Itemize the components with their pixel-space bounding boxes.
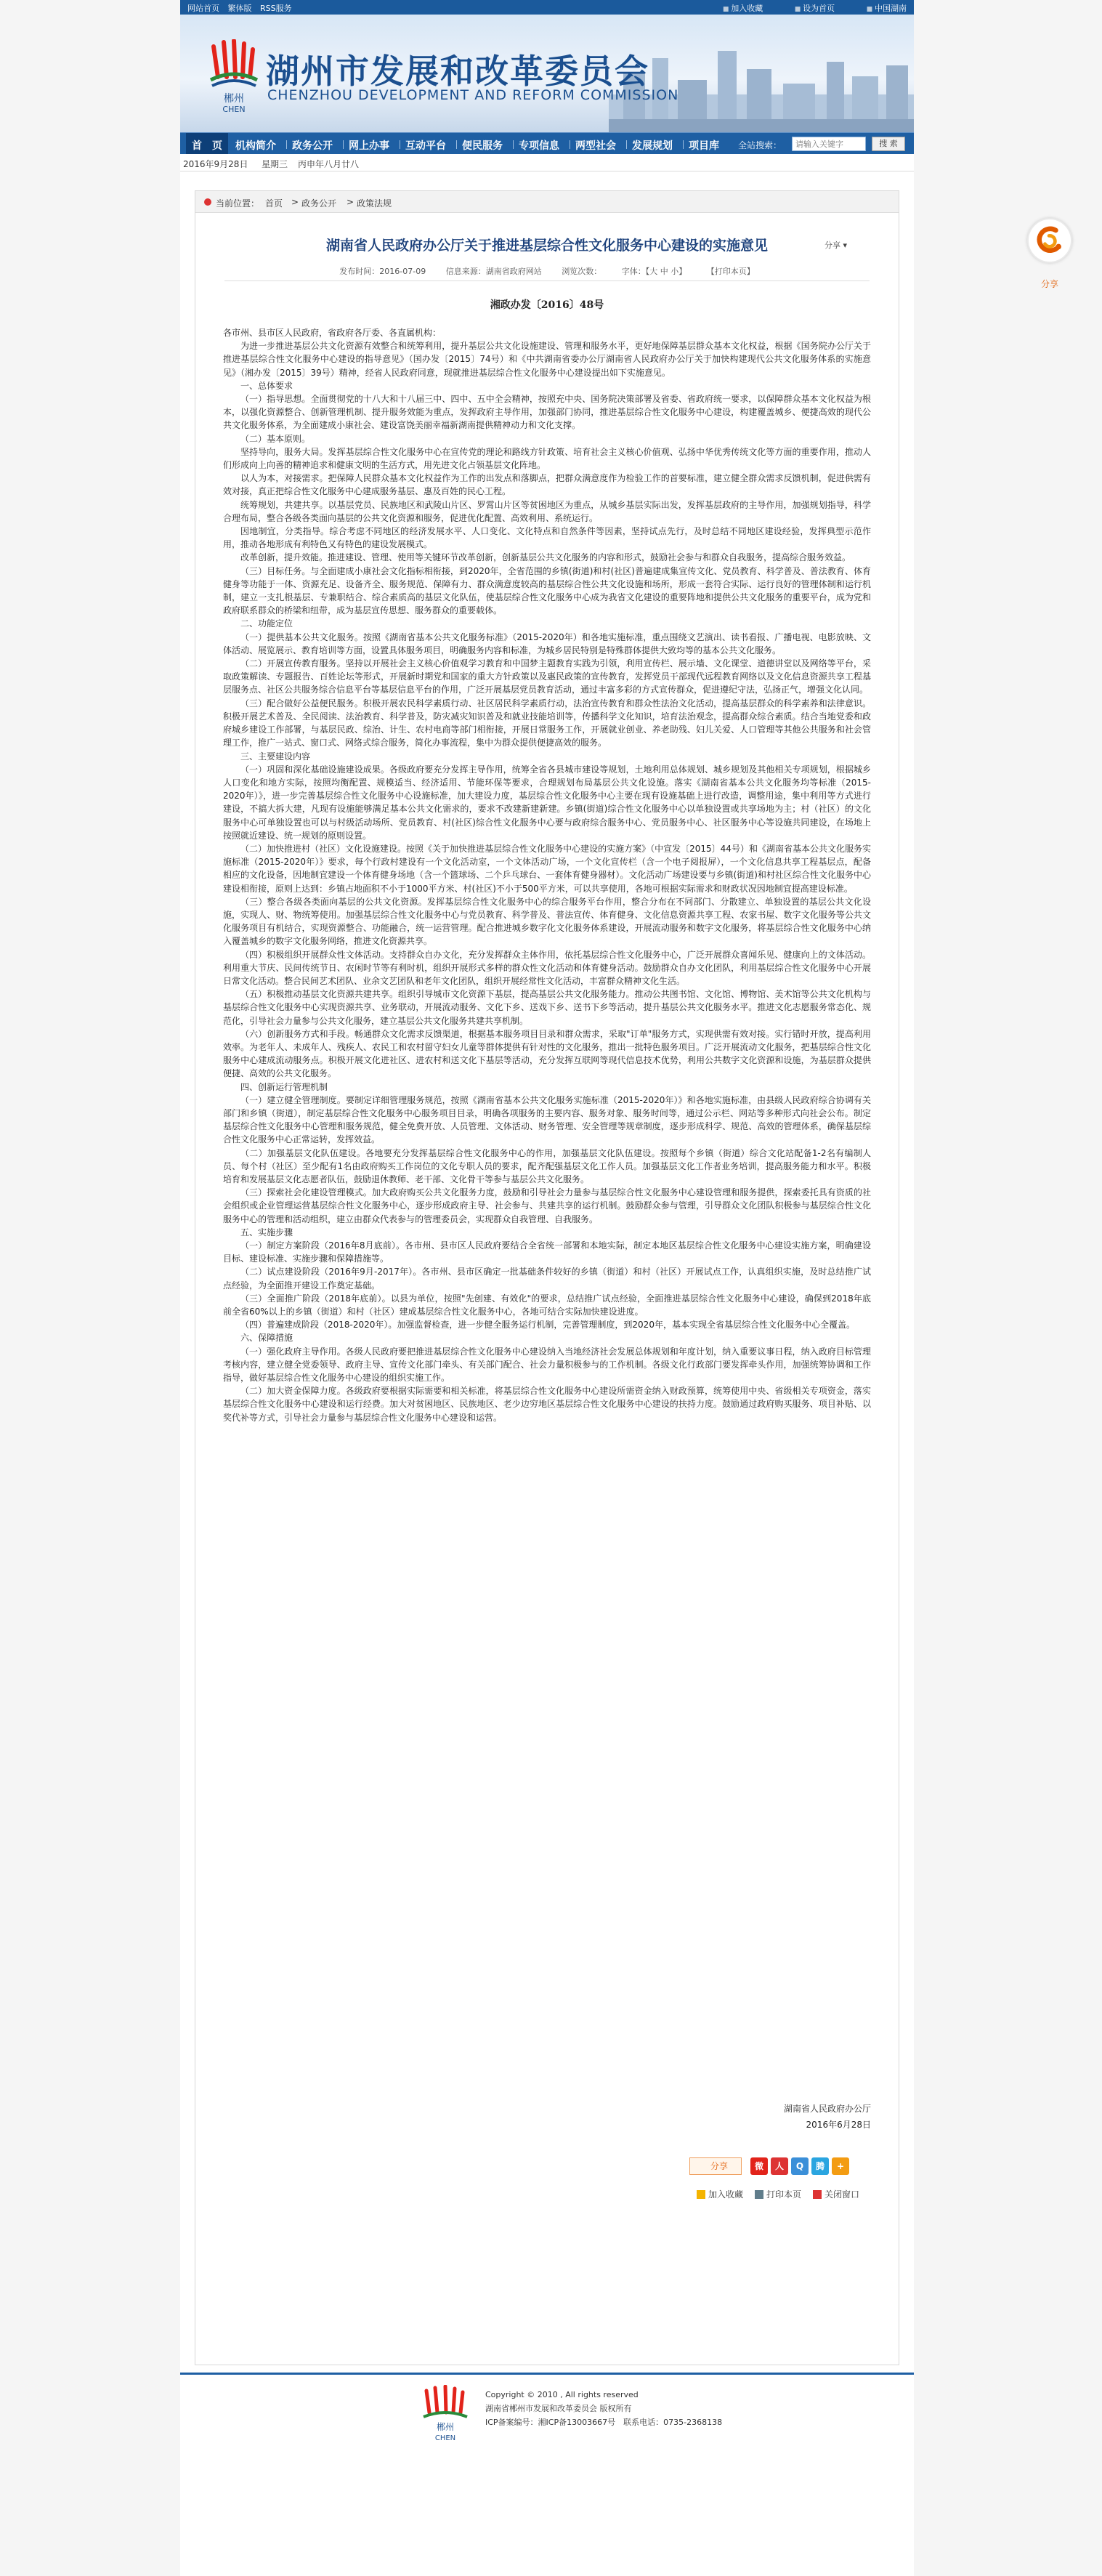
breadcrumb-home[interactable]: 首页: [265, 198, 283, 209]
org-name-cn: 湖州市发展和改革委员会: [266, 52, 649, 91]
paragraph: 以人为本，对接需求。把保障人民群众基本文化权益作为工作的出发点和落脚点，把群众满意度作为检验工作的首要标准，建立健全群众需求反馈机制，促进供需有效对接，真正把综合性文化服务中心建成服务基层、惠及百姓的民心工程。: [223, 473, 871, 497]
logo-text-en: CHEN: [222, 105, 246, 114]
breadcrumb: [195, 191, 899, 213]
paragraph: （五）积极推动基层文化资源共建共享。组织引导城市文化资源下基层，提高基层公共文化服务能力。推动公共图书馆、文化馆、博物馆、美术馆等公共文化机构与基层综合性文化服务中心实现资源共享、业务联动，开展流动服务、文化下乡、送戏下乡、送书下乡等活动，提升基层公共文化服务水平。推进文化志愿服务常态化、规范化，引导社会力量参与公共文化服务，建立基层公共文化服务共建共享机制。: [223, 989, 871, 1026]
util-link-set-home[interactable]: ■ 设为首页: [795, 4, 835, 13]
paragraph: （一）巩固和深化基础设施建设成果。各级政府要充分发挥主导作用，统筹全省各县城市建设等规划，土地利用总体规划、城乡规划及其他相关专项规划，根据城乡人口变化和地方实际，按照均衡配置、规模适当、经济适用、节能环保等要求，合理规划布局基层公共文化设施。落实《湖南省基本公共文化服务均等标准（2015-2020年）》，进一步完善基层综合性文化服务中心设施标准，加大建设力度，基层综合性文化服务中心主要在现有设施基础上进行改造，调整用途，集中利用等方式进行建设，不搞大拆大建，凡现有设施能够满足基本公共文化需求的，要求不改建新建新建。乡镇(街道)综合性文化服务中心以单独设置或共享场地为主；村（社区）的文化服务中心可单独设置也可以与村级活动场所、党员教育、村(社区)综合性文化服务中心要与政府综合服务中心、党员服务中心、社区服务中心等设施共同建设，在场地上按照就近建设、统一规划的原则设置。: [223, 764, 871, 841]
publish-date: 发布时间：2016-07-09: [339, 267, 426, 276]
paragraph: （二）开展宣传教育服务。坚持以开展社会主义核心价值观学习教育和中国梦主题教育实践为引领，利用宣传栏、展示墙、文化课堂、道德讲堂以及网络等平台，采取政策解读、专题报告、百姓论坛等形式，开展新时期党和国家的重大方针政策以及惠民政策的宣传教育，发挥党员干部现代远程教育网络以及文化信息资源共享工程基层服务点、社区公共服务综合信息平台等基层信息平台的作用，广泛开展基层党员教育活动，通过丰富多彩的方式宣传群众，促进遵纪守法，弘扬正气，增强文化认同。: [223, 658, 871, 695]
util-link-favorite[interactable]: ■ 加入收藏: [723, 4, 763, 13]
paragraph: 统筹规划，共建共享。以基层党员、民族地区和武陵山片区、罗霄山片区等贫困地区为重点，从城乡基层实际出发，发挥基层政府的主导作用，加强规划指导，科学合理布局，整合各级各类面向基层的公共文化资源和服务，促进优化配置、高效利用、系统运行。: [223, 499, 871, 523]
paragraph: （三）探索社会化建设管理模式。加大政府购买公共文化服务力度，鼓励和引导社会力量参与基层综合性文化服务中心建设管理和服务提供，探索委托具有资质的社会组织或企业管理运营基层综合性文化服务中心，逐步形成政府主导、社会参与、共建共享的运行机制。鼓励群众参与管理，引导群众文化团队积极参与基层综合性文化服务中心的管理和活动组织，建立由群众代表参与的管理委员会，实现群众自我管理、自我服务。: [223, 1187, 871, 1224]
paragraph: 为进一步推进基层公共文化资源有效整合和统筹利用，提升基层公共文化设施建设、管理和服务水平，更好地保障基层群众基本文化权益，根据《国务院办公厅关于推进基层综合性文化服务中心建设的指导意见》（国办发〔2015〕74号）和《中共湖南省委办公厅湖南省人民政府办公厅关于加快构建现代公共文化服务体系的实施意见》（湘办发〔2015〕39号）精神，经省人民政府同意，现就推进基层综合性文化服务中心建设提出如下实施意见。: [223, 341, 871, 378]
article-title: 湖南省人民政府办公厅关于推进基层综合性文化服务中心建设的实施意见: [325, 238, 768, 254]
article-tools: [689, 2152, 878, 2210]
article-panel: [195, 190, 899, 2365]
utility-bar: [180, 0, 914, 15]
nav-convenience[interactable]: 便民服务: [462, 140, 503, 152]
nav-home[interactable]: 首 页: [186, 133, 228, 154]
font-size-control[interactable]: 字体：【大 中 小】: [621, 267, 687, 276]
share-circle: [1027, 218, 1072, 263]
add-favorite-label: 加入收藏: [708, 2189, 744, 2200]
lunar-date: 丙申年八月廿八: [298, 159, 360, 169]
nav-separator: [286, 140, 287, 149]
search-label: 全站搜索：: [738, 140, 782, 150]
contact-phone: 联系电话：0735-2368138: [623, 2418, 723, 2427]
nav-separator: [513, 140, 514, 149]
info-source: 信息来源：湖南省政府网站: [445, 267, 542, 276]
breadcrumb-policy[interactable]: 政策法规: [357, 198, 392, 209]
search-input[interactable]: [792, 137, 866, 151]
paragraph: （三）目标任务。与全面建成小康社会文化指标相衔接，到2020年，全省范围的乡镇(街道)和村(社区)普遍建成集宣传文化、党员教育、科学普及、普法教育、体育健身等功能于一体、资源充足、设备齐全、服务规范、保障有力、群众满意度较高的基层综合性公共文化设施和场所，形成一套符合实际、运行良好的管理体制和运行机制，建立一支扎根基层、专兼职结合、综合素质高的基层文化队伍，使基层综合性文化服务中心成为我省文化建设的重要阵地和提供公共文化服务的重要平台，成为党和政府联系群众的桥梁和纽带，成为基层宣传思想、服务群众的重要载体。: [223, 565, 871, 616]
page: [180, 0, 914, 2576]
close-icon: [813, 2190, 822, 2199]
paragraph: 三、主要建设内容: [240, 751, 311, 762]
paragraph: （一）指导思想。全面贯彻党的十八大和十八届三中、四中、五中全会精神，按照充中央、国务院决策部署及省委、省政府统一要求，以保障群众基本文化权益为根本，以强化资源整合、创新管理机制、提升服务效能为重点，发挥政府主导作用，加强部门协同，推进基层综合性文化服务中心建设，构建覆盖城乡、便捷高效的现代公共文化服务体系，为全面建成小康社会、建设富饶美丽幸福新湖南提供精神动力和文化支撑。: [223, 394, 871, 431]
article-body: [223, 326, 871, 1424]
footer-logo-text: 郴州: [436, 2422, 455, 2432]
site-logo: [208, 39, 260, 115]
view-count: 浏览次数：: [562, 267, 602, 276]
paragraph: （一）提供基本公共文化服务。按照《湖南省基本公共文化服务标准》（2015-2020年）和各地实施标准，重点围绕文艺演出、读书看报、广播电视、电影放映、文体活动、展览展示、教育培训等方面，设置具体服务项目，明确服务内容和标准，为城乡居民特别是特殊群体提供大致均等的基本公共文化服务。: [223, 631, 871, 655]
current-date: 2016年9月28日: [183, 159, 248, 169]
paragraph: （一）建立健全管理制度。要制定详细管理服务规范，按照《湖南省基本公共文化服务实施标准（2015-2020年）》和各地实施标准，由县级人民政府综合协调有关部门和乡镇（街道），制定基层综合性文化服务中心服务项目目录，明确各项服务的主要内容、服务对象、服务时间等，通过公示栏、网站等多种形式向社会公布。制定基层综合性文化服务中心管理和服务规范，健全免费开放、人员管理、文体活动、财务管理、安全管理等规章制度，逐步形成科学、规范、高效的管理体系，确保基层综合性文化服务中心正常运转，发挥效益。: [223, 1094, 871, 1145]
signature-block: [631, 2101, 871, 2133]
footer-info: [485, 2388, 722, 2429]
current-weekday: 星期三: [262, 159, 288, 169]
nav-two-type-society[interactable]: 两型社会: [575, 140, 616, 152]
signature-org: 湖南省人民政府办公厅: [783, 2104, 871, 2114]
search-button[interactable]: 搜 索: [872, 137, 905, 151]
tencent-weibo-icon[interactable]: 腾: [811, 2157, 829, 2175]
copyright: Copyright © 2010 , All rights reserved: [485, 2390, 639, 2399]
paragraph: 五、实施步骤: [240, 1227, 293, 1237]
floating-share-widget[interactable]: [1024, 218, 1075, 291]
paragraph: （二）加强基层文化队伍建设。各地要充分发挥基层综合性文化服务中心的作用，加强基层文化队伍建设。按照每个乡镇（街道）综合文化站配备1-2名有编制人员、每个村（社区）至少配有1名由政府购买工作岗位的文化专职人员的要求，配齐配强基层文化工作人员。加强基层文化工作者业务培训，提高服务能力和水平。积极培育和发展基层文化志愿者队伍，鼓励退休教师、老干部、文化骨干等参与基层公共文化服务。: [223, 1147, 871, 1184]
paragraph: （二）试点建设阶段（2016年9月-2017年）。各市州、县市区确定一批基础条件较好的乡镇（街道）和村（社区）开展试点工作，认真组织实施，及时总结推广试点经验，为全面推开建设工作奠定基础。: [223, 1267, 871, 1291]
more-share-icon[interactable]: +: [832, 2157, 849, 2175]
nav-gov-affairs[interactable]: 政务公开: [292, 140, 333, 152]
util-link-home[interactable]: 网站首页: [187, 4, 219, 13]
paragraph: 一、总体要求: [240, 380, 293, 391]
site-footer: [180, 2373, 914, 2445]
share-label: 分享: [710, 2161, 729, 2171]
paragraph: 因地制宜，分类指导。综合考虑不同地区的经济发展水平、人口变化、文化特点和自然条件等因素，坚持试点先行，及时总结不同地区建设经验，发挥典型示范作用，推动各地形成有利特色又有特色的建设发展模式。: [223, 526, 871, 550]
nav-planning[interactable]: 发展规划: [632, 140, 673, 152]
addressee: 各市州、县市区人民政府，省政府各厅委、各直属机构：: [223, 328, 442, 338]
signature-date: 2016年6月28日: [806, 2120, 871, 2130]
nav-online-service[interactable]: 网上办事: [349, 140, 389, 152]
nav-about[interactable]: 机构简介: [235, 140, 276, 152]
nav-interaction[interactable]: 互动平台: [405, 140, 446, 152]
paragraph: （三）整合各级各类面向基层的公共文化资源。发挥基层综合性文化服务中心的综合服务平台作用，整合分布在不同部门、分散建立、单独设置的基层公共文化设施，实现人、财、物统筹使用。加强基层综合性文化服务中心与党员教育、科学普及、普法宣传、体育健身、文化信息资源共享工程、农家书屋、数字文化服务等公共文化服务项目有机结合，实现资源整合、功能融合，统一运营管理。配合推进城乡数字化文化服务体系建设，开展流动服务和数字文化服务，将基层综合性文化服务中心纳入覆盖城乡的数字文化服务网络，推进文化资源共享。: [223, 896, 871, 947]
printer-icon: [755, 2190, 763, 2199]
nav-separator: [343, 140, 344, 149]
breadcrumb-sep: >: [291, 197, 299, 207]
date-bar: [180, 154, 914, 171]
paragraph: 二、功能定位: [240, 618, 293, 629]
document-number: 湘政办发〔2016〕48号: [490, 299, 604, 311]
location-icon: [204, 198, 211, 206]
breadcrumb-label: 当前位置：: [216, 198, 260, 209]
add-favorite-link[interactable]: [697, 2188, 743, 2200]
breadcrumb-gov-affairs[interactable]: 政务公开: [301, 198, 337, 209]
paragraph: （二）基本原则。: [240, 433, 311, 444]
paragraph: （三）全面推广阶段（2018年底前）。以县为单位，按照"先创建、有效化"的要求，总结推广试点经验，全面推进基层综合性文化服务中心建设，确保到2018年底前全省60%以上的乡镇（街道）和村（社区）建成基层综合性文化服务中心，各地可结合实际加快建设进度。: [223, 1293, 871, 1317]
nav-separator: [456, 140, 457, 149]
paragraph: （二）加大资金保障力度。各级政府要根据实际需要和相关标准，将基层综合性文化服务中心建设所需资金纳入财政预算，统筹使用中央、省级相关专项资金，落实基层综合性文化服务中心建设和运行经费。加大对贫困地区、民族地区、老少边穷地区基层综合性文化服务中心建设的扶持力度。鼓励通过政府购买服务、项目补贴、以奖代补等方式，引导社会力量参与基层综合性文化服务中心建设和运营。: [223, 1386, 871, 1423]
article-meta: [224, 265, 870, 281]
nav-projects[interactable]: 项目库: [689, 140, 719, 152]
footer-logo: [413, 2385, 478, 2443]
org-name-en: CHENZHOU DEVELOPMENT AND REFORM COMMISSION: [267, 87, 679, 103]
site-header: [180, 15, 914, 132]
print-page-label: 打印本页: [766, 2189, 802, 2200]
sponsor: 湖南省郴州市发展和改革委员会 版权所有: [485, 2404, 632, 2413]
nav-separator: [626, 140, 627, 149]
floating-share-label: 分享: [1040, 279, 1058, 289]
print-link[interactable]: 【打印本页】: [706, 267, 755, 276]
util-link-traditional[interactable]: 繁体版: [227, 4, 252, 13]
close-window-label: 关闭窗口: [825, 2189, 860, 2200]
util-link-rss[interactable]: RSS服务: [260, 4, 292, 13]
paragraph: （三）配合做好公益便民服务。积极开展农民科学素质行动、社区居民科学素质行动，法治宣传教育和群众性法治文化活动，提高基层群众的科学素养和法律意识。积极开展艺术普及、全民阅读、法治教育、科学普及，防灾减灾知识普及和就业技能培训等，传播科学文化知识，培育法治观念，提高群众综合素质。结合当地党委和政府城乡建设工作部署，与基层民政、综治、计生、农村电商等部门相衔接，开展日常服务工作，开展就业创业、养老助残、妇儿关爱、人口管理等其他公共服务和社会管理工作，推广一站式、窗口式、网络式综合服务，简化办事流程，集中为群众提供便捷高效的服务。: [223, 698, 871, 748]
share-button[interactable]: [689, 2157, 742, 2175]
nav-separator: [683, 140, 684, 149]
share-swirl-icon: [1029, 219, 1071, 262]
paragraph: 四、创新运行管理机制: [240, 1081, 328, 1092]
print-page-link[interactable]: [755, 2188, 801, 2200]
star-icon: [697, 2190, 705, 2199]
logo-text: 郴州: [224, 93, 244, 105]
title-share-button[interactable]: [825, 239, 847, 251]
paragraph: （二）加快推进村（社区）文化设施建设。按照《关于加快推进基层综合性文化服务中心建设的实施方案》（中宣发〔2015〕44号）和《湖南省基本公共文化服务实施标准（2015-2020年）》要求，每个行政村建设有一个文化活动室，一个文体活动广场，一个文化宣传栏（含一个电子阅报屏），一个文化信息共享工程基层点，配备相应的文化设备，因地制宜建设一个体育健身场地（含一个篮球场、二个乒乓球台、一套体育健身器材）。文化活动广场建设要与乡镇(街道)和村社区综合性文化服务中心建设相衔接，原则上达到：乡镇占地面积不小于1000平方米、村(社区)不小于500平方米，可以共享使用，各地可根据实际需求和财政状况因地制宜提高建设标准。: [223, 843, 871, 894]
paragraph: （一）强化政府主导作用。各级人民政府要把推进基层综合性文化服务中心建设纳入当地经济社会发展总体规划和年度计划，纳入重要议事日程，纳入政府目标管理考核内容，建立健全党委领导、政府主导、宣传文化部门牵头、有关部门配合、社会力量积极参与的工作机制。各级文化行政部门要发挥牵头作用，加强统筹协调和工作指导，做好基层综合性文化服务中心建设的组织实施工作。: [223, 1346, 871, 1384]
paragraph: （四）普遍建成阶段（2018-2020年）。加强监督检查，进一步健全服务运行机制，完善管理制度，到2020年，基本实现全省基层综合性文化服务中心全覆盖。: [240, 1320, 855, 1331]
icp-number: ICP备案编号：湘ICP备13003667号: [485, 2418, 616, 2427]
main-nav: [180, 132, 914, 154]
weibo-icon[interactable]: 微: [750, 2157, 768, 2175]
qzone-icon[interactable]: Q: [791, 2157, 809, 2175]
chevron-down-icon: ▾: [843, 241, 848, 250]
paragraph: （六）创新服务方式和手段。畅通群众文化需求反馈渠道，根据基本服务项目目录和群众需求，采取"订单"服务方式，实现供需有效对接。实行错时开放，提高利用效率。为老年人、未成年人、残疾人、农民工和农村留守妇女儿童等群体提供有针对性的文化服务，推出一批特色服务项目。广泛开展流动文化服务，把基层综合性文化服务中心建成流动服务点。积极开展文化进社区、进农村和送文化下基层等活动，充分发挥互联网等现代信息技术优势，利用公共数字文化资源和设施，为基层群众提供便捷、高效的公共文化服务。: [223, 1028, 871, 1079]
paragraph: 六、保障措施: [240, 1333, 293, 1344]
paragraph: （四）积极组织开展群众性文体活动。支持群众自办文化，充分发挥群众主体作用，依托基层综合性文化服务中心，广泛开展群众喜闻乐见、健康向上的文体活动。利用重大节庆、民间传统节日、农闲时节等有利时机，组织开展形式多样的群众性文化活动和体育健身活动。鼓励群众自办文化团队，利用基层综合性文化服务中心开展日常文化活动。整合民间艺术团队、业余文艺团队和老年文化团队，组织开展经常性文化活动，丰富群众精神文化生活。: [223, 949, 871, 986]
nav-special-info[interactable]: 专项信息: [519, 140, 559, 152]
breadcrumb-sep: >: [347, 197, 354, 207]
paragraph: 改革创新，提升效能。推进建设、管理、使用等关键环节改革创新，创新基层公共文化服务的内容和形式，鼓励社会参与和群众自我服务，提高综合服务效益。: [240, 552, 851, 563]
paragraph: 坚持导向，服务大局。发挥基层综合性文化服务中心在宣传党的理论和路线方针政策、培育社会主义核心价值观、弘扬中华优秀传统文化等方面的重要作用，推动人们形成向上向善的精神追求和健康文明的生活方式，用先进文化占领基层文化阵地。: [223, 446, 871, 471]
renren-icon[interactable]: 人: [771, 2157, 788, 2175]
util-link-hunan[interactable]: ■ 中国湖南: [867, 4, 907, 13]
footer-logo-text-en: CHEN: [434, 2434, 456, 2442]
close-window-link[interactable]: [813, 2188, 859, 2200]
paragraph: （一）制定方案阶段（2016年8月底前）。各市州、县市区人民政府要结合全省统一部署和本地实际，制定本地区基层综合性文化服务中心建设实施方案，明确建设目标、建设标准、实施步骤和保障措施等。: [223, 1240, 871, 1264]
title-share-label: 分享: [825, 241, 840, 250]
